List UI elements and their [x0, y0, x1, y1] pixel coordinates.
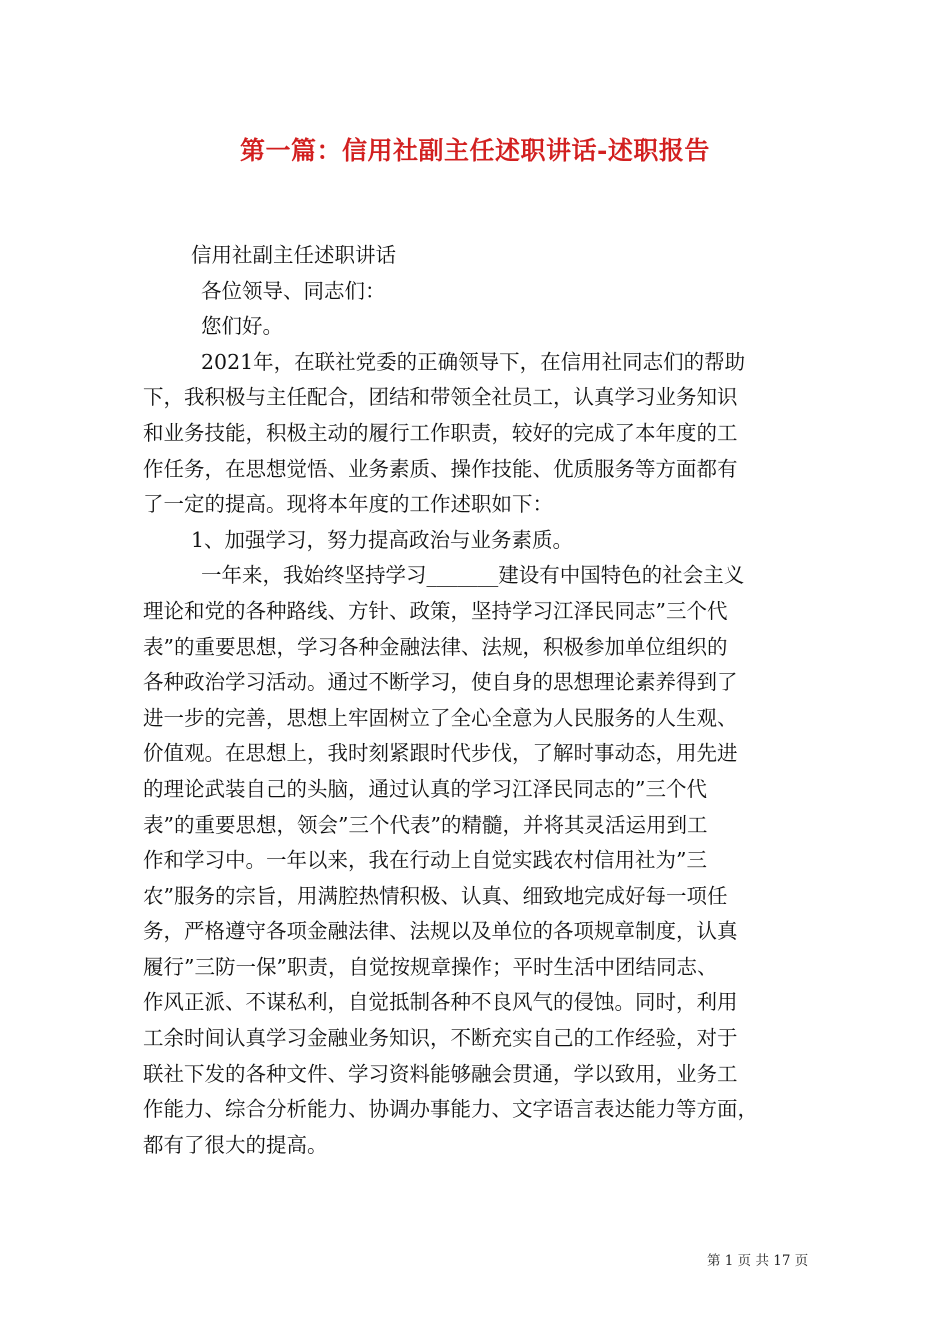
- paragraph-line: 作能力、综合分析能力、协调办事能力、文字语言表达能力等方面，: [143, 1097, 758, 1122]
- paragraph-line: 进一步的完善，思想上牢固树立了全心全意为人民服务的人生观、: [143, 705, 738, 730]
- page-number: 第 1 页 共 17 页: [707, 1253, 809, 1269]
- section-heading: 1、加强学习，努力提高政治与业务素质。: [191, 527, 574, 552]
- paragraph-line: 理论和党的各种路线、方针、政策，坚持学习江泽民同志”三个代: [143, 598, 728, 623]
- document-body: [143, 238, 815, 1163]
- salutation: 各位领导、同志们：: [201, 278, 386, 303]
- paragraph-line: 表”的重要思想，领会”三个代表”的精髓，并将其灵活运用到工: [143, 812, 708, 837]
- paragraph-line: 都有了很大的提高。: [143, 1132, 328, 1157]
- paragraph-line: 各种政治学习活动。通过不断学习，使自身的思想理论素养得到了: [143, 670, 738, 695]
- paragraph-line: 和业务技能，积极主动的履行工作职责，较好的完成了本年度的工: [143, 420, 738, 445]
- paragraph-line: 表”的重要思想，学习各种金融法律、法规，积极参加单位组织的: [143, 634, 728, 659]
- paragraph-line: 作任务，在思想觉悟、业务素质、操作技能、优质服务等方面都有: [143, 456, 738, 481]
- paragraph-line: 一年来，我始终坚持学习_______建设有中国特色的社会主义: [201, 563, 745, 588]
- document-title: 第一篇：信用社副主任述职讲话-述职报告: [240, 136, 710, 165]
- paragraph-line: 履行”三防一保”职责，自觉按规章操作；平时生活中团结同志、: [143, 954, 718, 979]
- paragraph-line: 下，我积极与主任配合，团结和带领全社员工，认真学习业务知识: [143, 385, 738, 410]
- paragraph-line: 联社下发的各种文件、学习资料能够融会贯通，学以致用，业务工: [143, 1061, 738, 1086]
- paragraph-line: 工余时间认真学习金融业务知识，不断充实自己的工作经验，对于: [143, 1026, 738, 1051]
- paragraph-line: 2021年，在联社党委的正确领导下，在信用社同志们的帮助: [201, 349, 746, 374]
- greeting: 您们好。: [201, 314, 283, 339]
- paragraph-line: 的理论武装自己的头脑，通过认真的学习江泽民同志的”三个代: [143, 776, 707, 801]
- speech-heading: 信用社副主任述职讲话: [191, 243, 396, 267]
- paragraph-line: 务，严格遵守各项金融法律、法规以及单位的各项规章制度，认真: [143, 919, 738, 944]
- paragraph-line: 农”服务的宗旨，用满腔热情积极、认真、细致地完成好每一项任: [143, 883, 728, 908]
- paragraph-line: 了一定的提高。现将本年度的工作述职如下：: [143, 492, 553, 517]
- paragraph-line: 价值观。在思想上，我时刻紧跟时代步伐，了解时事动态，用先进: [143, 741, 738, 766]
- paragraph-line: 作和学习中。一年以来，我在行动上自觉实践农村信用社为”三: [143, 848, 707, 873]
- paragraph-line: 作风正派、不谋私利，自觉抵制各种不良风气的侵蚀。同时，利用: [143, 990, 738, 1015]
